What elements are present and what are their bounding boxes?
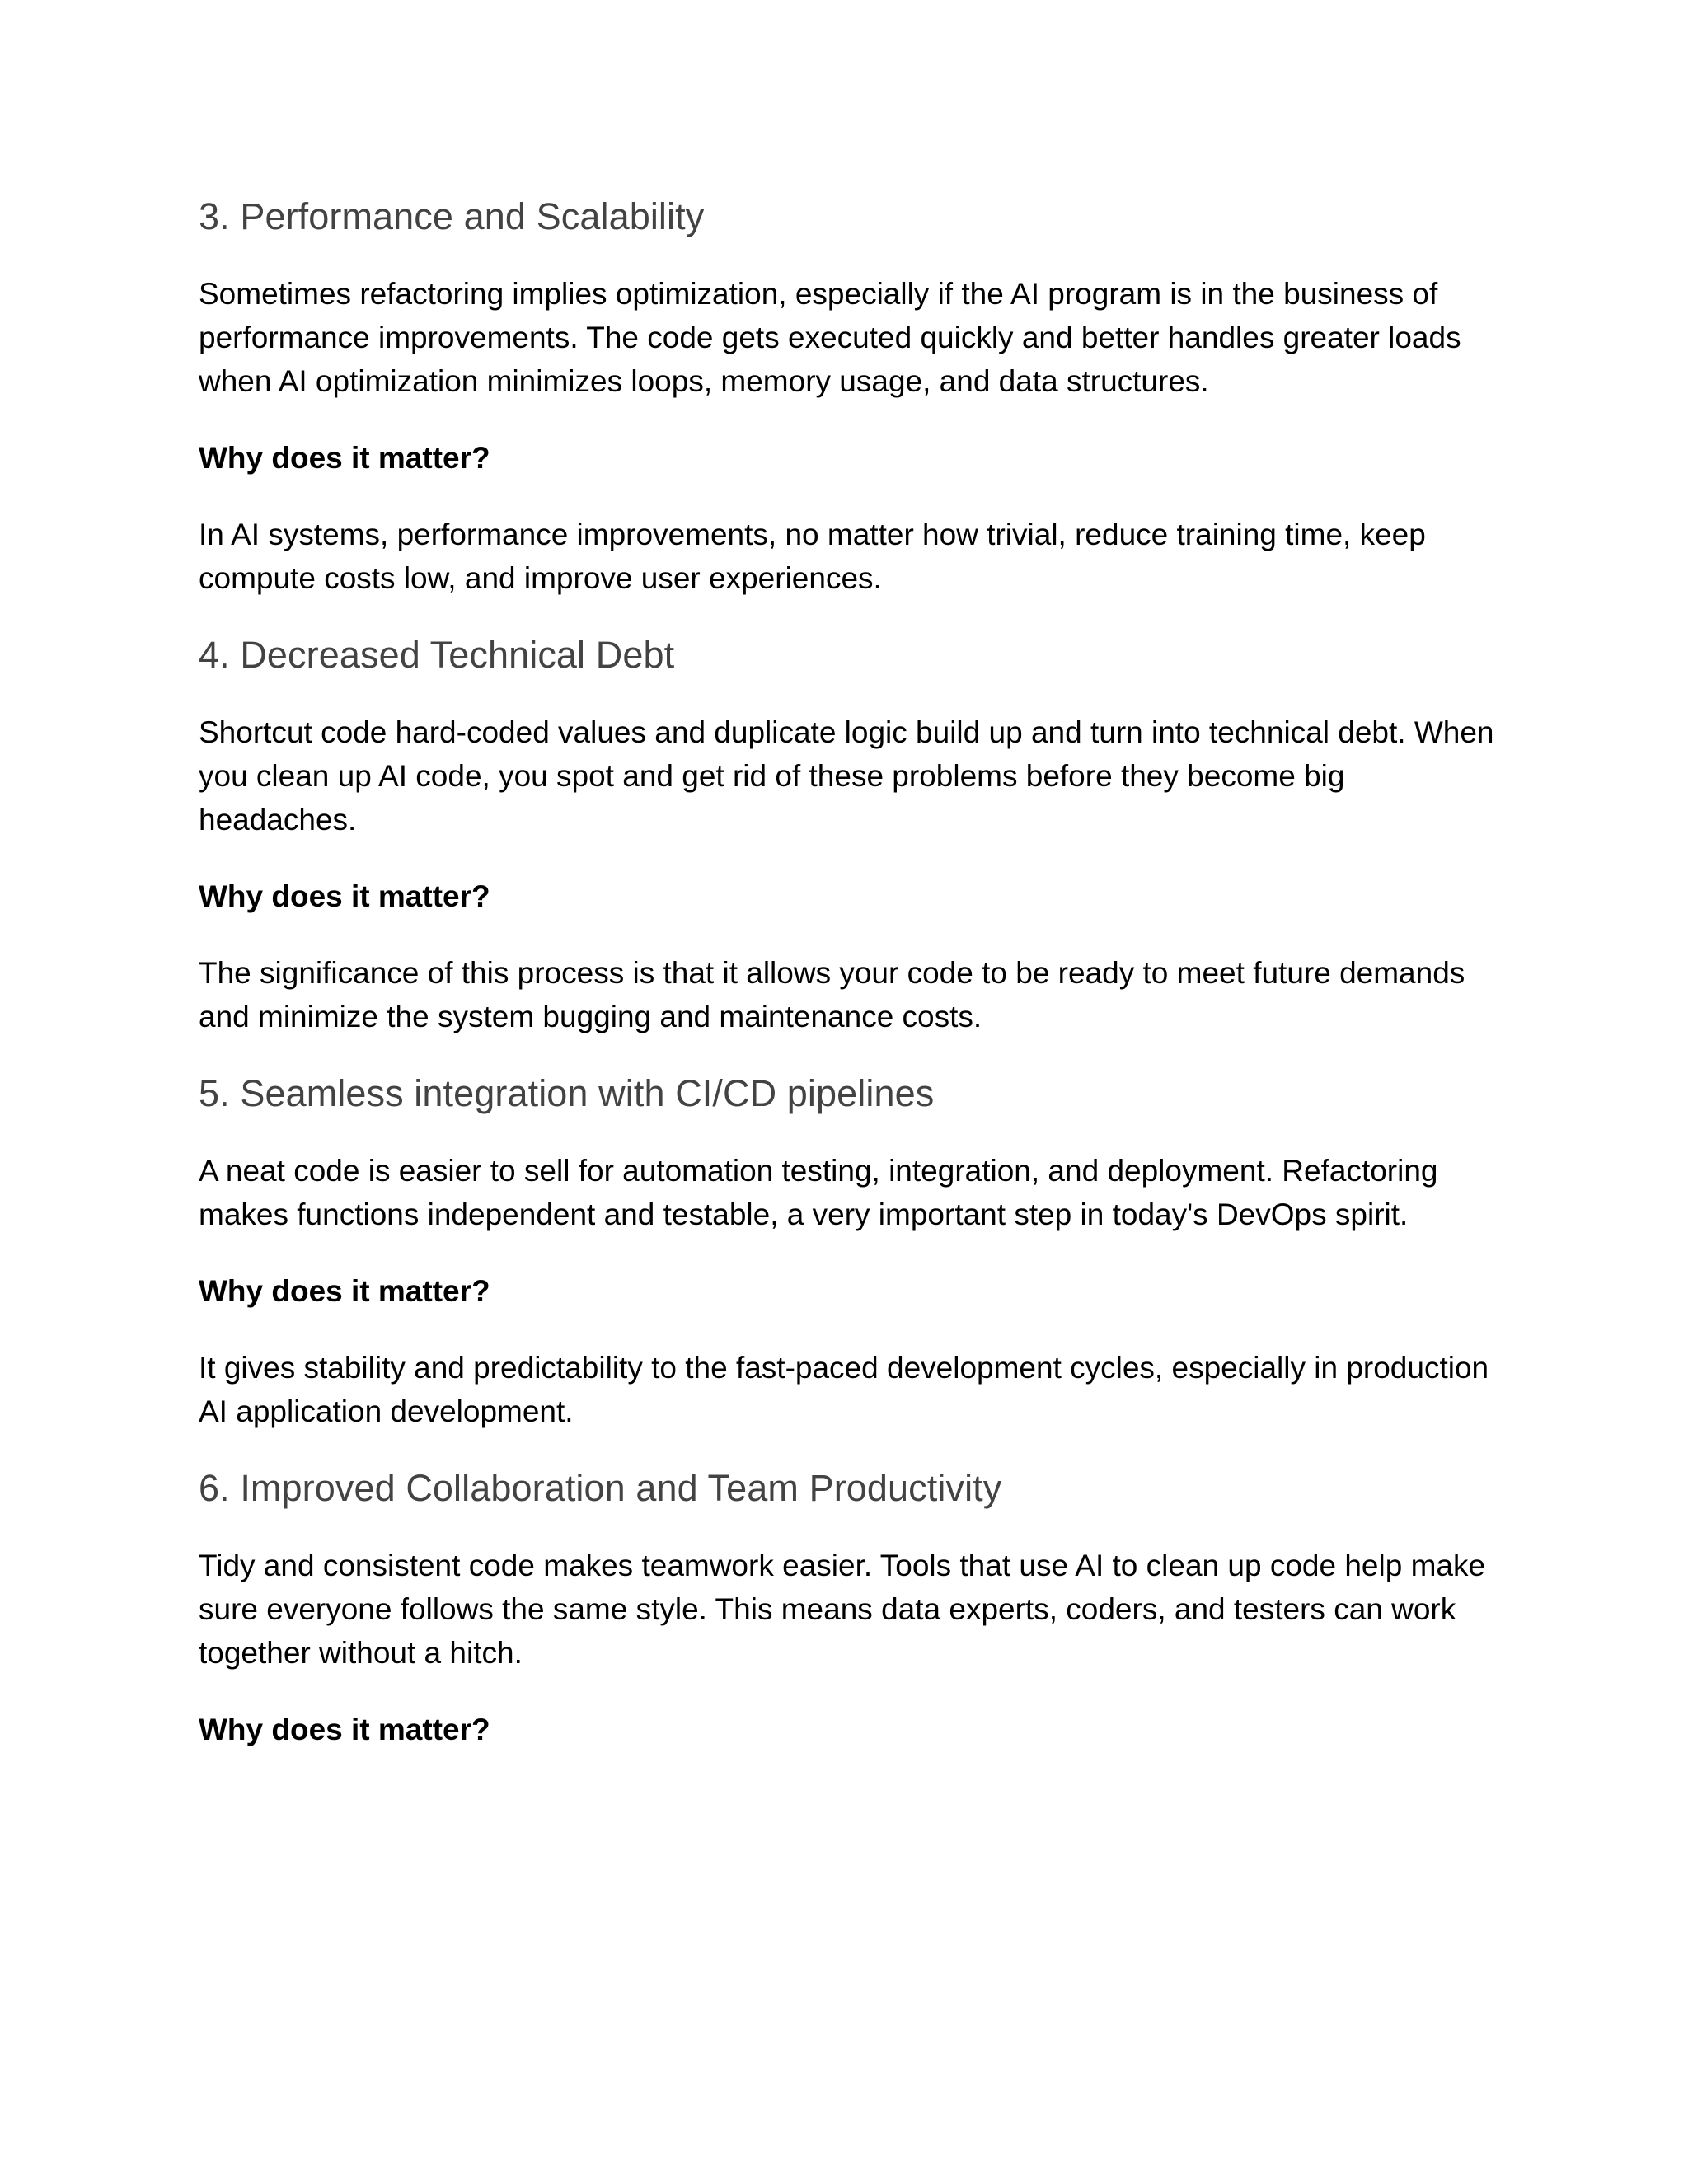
section-heading: 5. Seamless integration with CI/CD pipelines [199,1072,935,1114]
section-technical-debt [199,633,1501,1038]
why-paragraph: It gives stability and predictability to the fast-paced development cycles, especially in production AI application development. [199,1351,1489,1428]
why-label: Why does it matter? [199,1274,490,1308]
why-paragraph: The significance of this process is that it allows your code to be ready to meet future demands and minimize the system bugging and maintenance costs. [199,956,1465,1033]
why-paragraph: In AI systems, performance improvements, no matter how trivial, reduce training time, keep compute costs low, and improve user experiences. [199,518,1426,595]
section-heading: 4. Decreased Technical Debt [199,634,675,676]
document-content [199,194,1501,1784]
section-heading: 3. Performance and Scalability [199,195,705,237]
why-label: Why does it matter? [199,879,490,913]
section-collaboration-productivity [199,1466,1501,1751]
why-label: Why does it matter? [199,441,490,475]
section-heading: 6. Improved Collaboration and Team Productivity [199,1467,1002,1509]
section-paragraph: A neat code is easier to sell for automation testing, integration, and deployment. Refactoring makes functions independent and testable, a very important step in today's DevOps spirit. [199,1154,1438,1231]
section-paragraph: Tidy and consistent code makes teamwork easier. Tools that use AI to clean up code help make sure everyone follows the same style. This means data experts, coders, and testers can work together without a hitch. [199,1549,1486,1670]
section-paragraph: Shortcut code hard-coded values and duplicate logic build up and turn into technical debt. When you clean up AI code, you spot and get rid of these problems before they become big headaches. [199,715,1494,837]
why-label: Why does it matter? [199,1713,490,1746]
section-performance-scalability [199,194,1501,600]
section-cicd-integration [199,1071,1501,1433]
section-paragraph: Sometimes refactoring implies optimization, especially if the AI program is in the business of performance improvements. The code gets executed quickly and better handles greater loads when AI optimization minimizes loops, memory usage, and data structures. [199,277,1461,398]
